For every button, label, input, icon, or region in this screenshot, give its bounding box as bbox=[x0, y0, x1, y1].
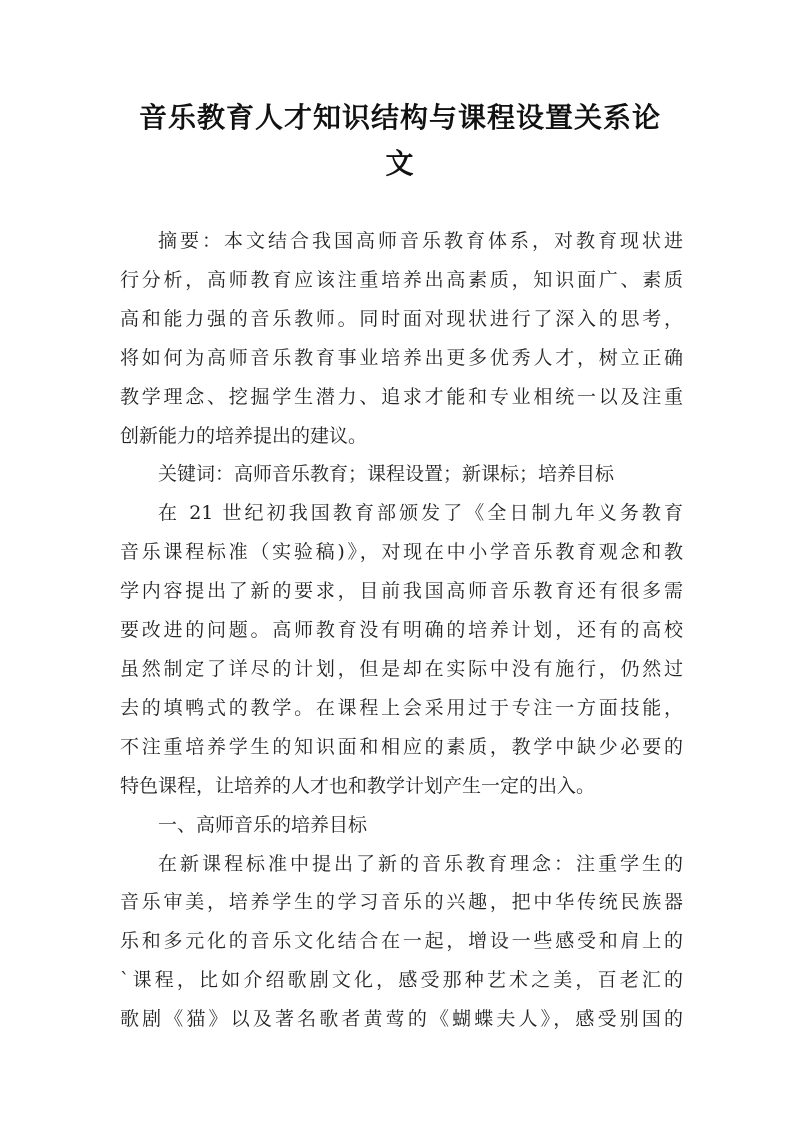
abstract-line: 创新能力的培养提出的建议。 bbox=[120, 424, 368, 447]
section-heading: 一、高师音乐的培养目标 bbox=[158, 813, 368, 836]
intro-line: 特色课程，让培养的人才也和教学计划产生一定的出入。 bbox=[120, 774, 596, 797]
abstract-line: 摘要：本文结合我国高师音乐教育体系，对教育现状进 bbox=[158, 230, 683, 252]
keywords: 关键词：高师音乐教育；课程设置；新课标；培养目标 bbox=[158, 463, 615, 486]
abstract-line: 教学理念、挖掘学生潜力、追求才能和专业相统一以及注重 bbox=[120, 385, 683, 408]
abstract-line: 高和能力强的音乐教师。同时面对现状进行了深入的思考， bbox=[120, 307, 683, 330]
section1-line: 在新课程标准中提出了新的音乐教育理念：注重学生的 bbox=[158, 852, 683, 875]
intro-line: 音乐课程标准（实验稿)》，对现在中小学音乐教育观念和教 bbox=[120, 541, 683, 564]
section1-line: 音乐审美，培养学生的学习音乐的兴趣，把中华传统民族器 bbox=[120, 891, 683, 914]
title-line-1: 音乐教育人才知识结构与课程设置关系论 bbox=[138, 101, 661, 134]
intro-line: 在 21 世纪初我国教育部颁发了《全日制九年义务教育 bbox=[158, 502, 683, 525]
intro-line: 学内容提出了新的要求，目前我国高师音乐教育还有很多需 bbox=[120, 580, 683, 603]
document-title bbox=[100, 95, 700, 187]
section1-line: `课程，比如介绍歌剧文化，感受那种艺术之美，百老汇的 bbox=[120, 969, 683, 992]
intro-line: 去的填鸭式的教学。在课程上会采用过于专注一方面技能， bbox=[120, 696, 683, 719]
document-body bbox=[120, 222, 683, 1039]
title-line-2: 文 bbox=[385, 147, 415, 180]
intro-line: 要改进的问题。高师教育没有明确的培养计划，还有的高校 bbox=[120, 619, 683, 642]
section1-line: 乐和多元化的音乐文化结合在一起，增设一些感受和肩上的 bbox=[120, 930, 683, 953]
section1-line: 歌剧《猫》以及著名歌者黄莺的《蝴蝶夫人》，感受别国的 bbox=[120, 1008, 683, 1031]
intro-line: 不注重培养学生的知识面和相应的素质，教学中缺少必要的 bbox=[120, 735, 683, 758]
abstract-line: 行分析，高师教育应该注重培养出高素质，知识面广、素质 bbox=[120, 268, 683, 291]
abstract-line: 将如何为高师音乐教育事业培养出更多优秀人才，树立正确 bbox=[120, 346, 683, 369]
intro-line: 虽然制定了详尽的计划，但是却在实际中没有施行，仍然过 bbox=[120, 657, 683, 680]
